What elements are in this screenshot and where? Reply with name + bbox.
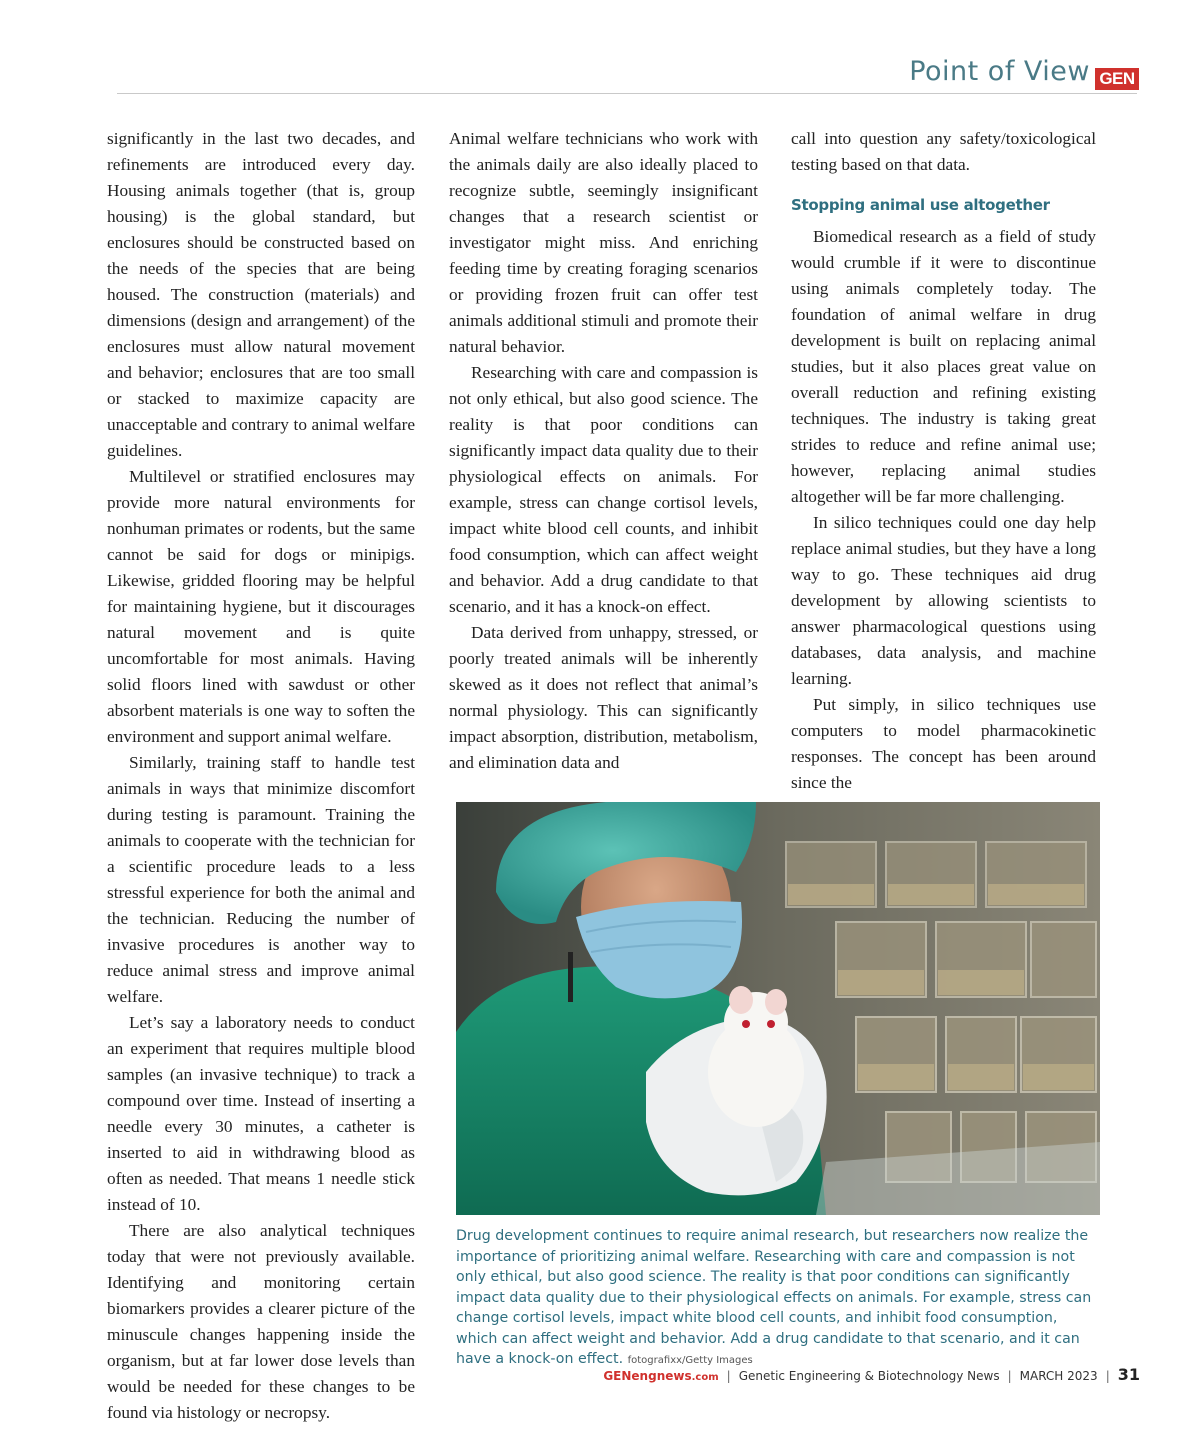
footer-separator: |: [1105, 1369, 1110, 1383]
page-number: 31: [1117, 1365, 1140, 1384]
page-footer: [600, 1365, 1140, 1384]
section-subhead: Stopping animal use altogether: [791, 196, 1050, 214]
photo-credit: fotografixx/Getty Images: [627, 1355, 753, 1366]
paragraph: Researching with care and compassion is not only ethical, but also good science. The reality is that poor conditions can significantly impact data quality due to their physiological effects on animals. For example, stress can change cortisol levels, impact white blood cell counts, and inhibit food consumption, which can affect weight and behavior. Add a drug candidate to that scenario, and it has a knock-on effect.: [449, 363, 758, 616]
issue-date: MARCH 2023: [1019, 1369, 1098, 1383]
header-divider: [117, 93, 1137, 94]
footer-separator: |: [726, 1369, 731, 1383]
footer-separator: |: [1007, 1369, 1012, 1383]
paragraph: Biomedical research as a field of study would crumble if it were to discontinue using animals completely today. The foundation of animal welfare in drug development is built on replacing animal studies, but it also places great value on overall reduction and refining existing techniques. The industry is taking great strides to reduce and refine animal use; however, replacing animal studies altogether will be far more challenging.: [791, 227, 1096, 506]
paragraph: call into question any safety/toxicological testing based on that data.: [791, 129, 1096, 174]
paragraph: Data derived from unhappy, stressed, or poorly treated animals will be inherently skewed as it does not reflect that animal’s normal physiology. This can significantly impact absorption, distribution, metabolism, and elimination data and: [449, 623, 758, 772]
site-link[interactable]: [603, 1369, 718, 1383]
article-column-3: [791, 126, 1096, 826]
paragraph: Let’s say a laboratory needs to conduct an experiment that requires multiple blood samples (an invasive technique) to track a compound over time. Instead of inserting a needle every 30 minutes, a catheter is inserted to aid in withdrawing blood as often as needed. That means 1 needle stick instead of 10.: [107, 1013, 415, 1214]
paragraph: significantly in the last two decades, and refinements are introduced every day. Housing animals together (that is, group housing) is the global standard, but enclosures should be constructed based on the needs of the species that are being housed. The construction (materials) and dimensions (design and arrangement) of the enclosures must allow natural movement and behavior; enclosures that are too small or stacked to maximize capacity are unacceptable and contrary to animal welfare guidelines.: [107, 129, 415, 460]
site-suffix: .com: [691, 1372, 719, 1383]
caption-text: Drug development continues to require animal research, but researchers now realize the importance of prioritizing animal welfare. Researching with care and compassion is not only ethical, but also good science. The reality is that poor conditions can significantly impact data quality due to their physiological effects on animals. For example, stress can change cortisol levels, impact white blood cell counts, and inhibit food consumption, which can affect weight and behavior. Add a drug candidate to that scenario, and it can have a knock-on effect.: [456, 1228, 1092, 1367]
article-column-1: [107, 126, 415, 1426]
article-column-2: [449, 126, 758, 776]
site-name: GENengnews: [603, 1369, 692, 1383]
paragraph: Multilevel or stratified enclosures may provide more natural environments for nonhuman primates or rodents, but the same cannot be said for dogs or minipigs. Likewise, gridded flooring may be helpful for maintaining hygiene, but it discourages natural movement and is quite uncomfortable for most animals. Having solid floors lined with sawdust or other absorbent materials is one way to soften the environment and support animal welfare.: [107, 467, 415, 746]
paragraph: Similarly, training staff to handle test animals in ways that minimize discomfort during testing is paramount. Training the animals to cooperate with the technician for a scientific procedure leads to a less stressful experience for both the animal and the technician. Reducing the number of invasive procedures is another way to reduce animal stress and improve animal welfare.: [107, 753, 415, 1006]
figure-caption: [456, 1226, 1098, 1372]
paragraph: There are also analytical techniques today that were not previously available. Identifying and monitoring certain biomarkers provides a clearer picture of the minuscule changes happening inside the organism, but at far lower dose levels than would be needed for these changes to be found via histology or necropsy.: [107, 1221, 415, 1422]
gen-logo: GEN: [1095, 68, 1139, 90]
publication-name: Genetic Engineering & Biotechnology News: [738, 1369, 1000, 1383]
section-title: Point of View: [909, 56, 1090, 87]
paragraph: Animal welfare technicians who work with the animals daily are also ideally placed to recognize subtle, seemingly insignificant changes that a research scientist or investigator might miss. And enriching feeding time by creating foraging scenarios or providing frozen fruit can offer test animals additional stimuli and promote their natural behavior.: [449, 129, 758, 356]
paragraph: In silico techniques could one day help replace animal studies, but they have a long way to go. These techniques aid drug development by allowing scientists to answer pharmacological questions using databases, data analysis, and machine learning.: [791, 513, 1096, 688]
lab-photo: [456, 802, 1100, 1215]
paragraph: Put simply, in silico techniques use computers to model pharmacokinetic responses. The concept has been around since the: [791, 695, 1096, 792]
